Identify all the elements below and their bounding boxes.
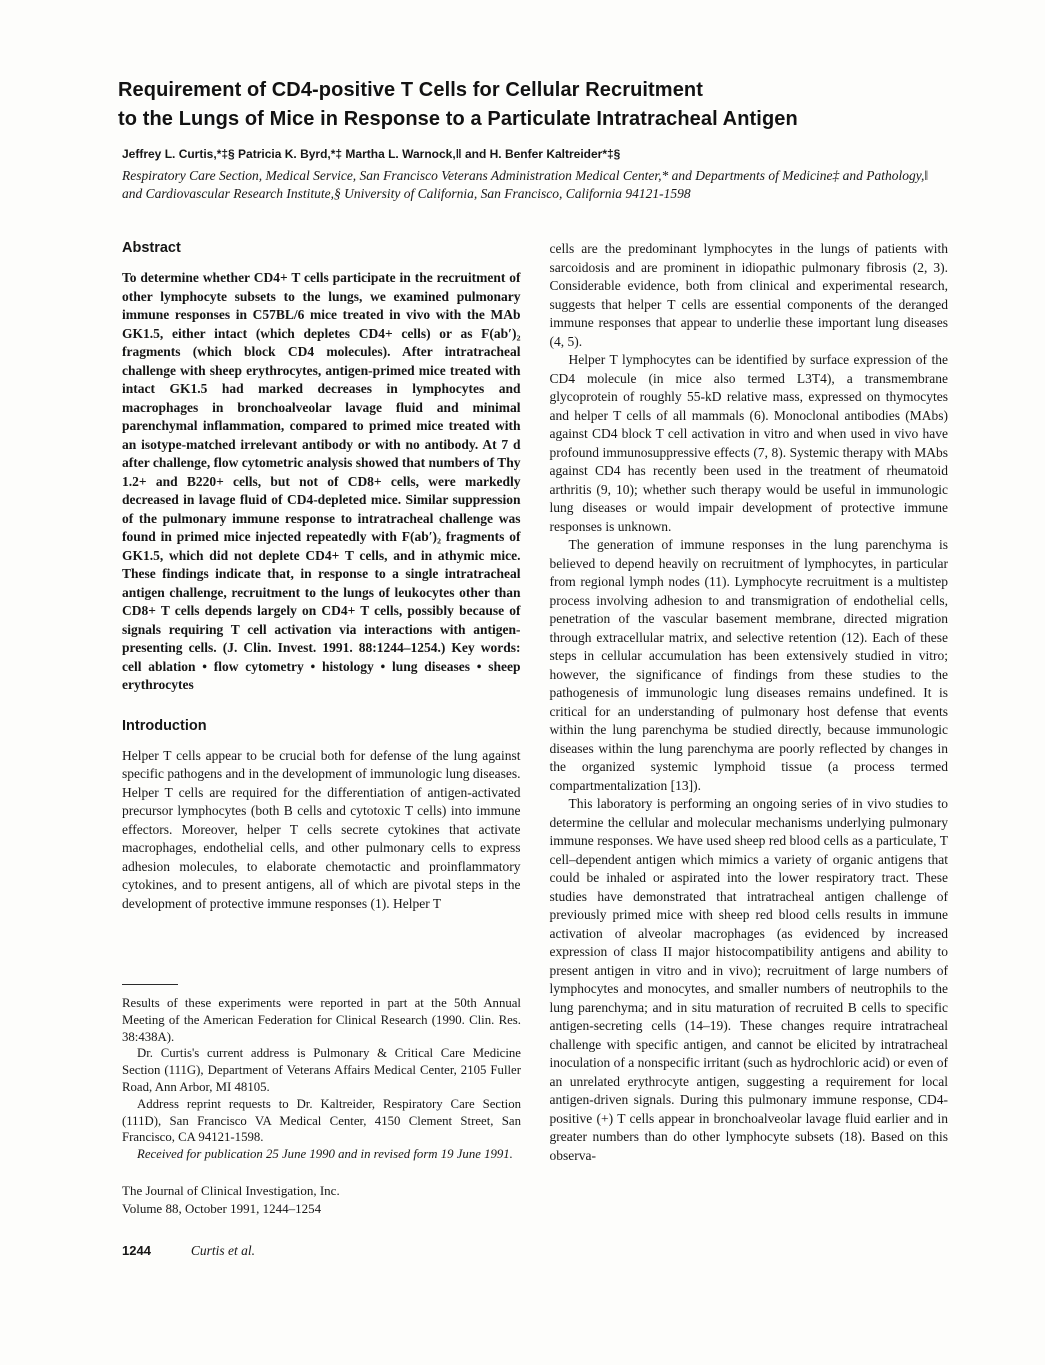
journal-name: The Journal of Clinical Investigation, Inc. xyxy=(122,1182,340,1198)
footnote-divider xyxy=(122,984,178,985)
journal-volume: Volume 88, October 1991, 1244–1254 xyxy=(122,1200,322,1216)
page-number: 1244 xyxy=(122,1243,151,1258)
running-authors: Curtis et al. xyxy=(190,1243,256,1258)
abstract-section xyxy=(122,240,521,695)
journal-imprint xyxy=(122,1182,521,1218)
article-title-line-2: to the Lungs of Mice in Response to a Particulate Intratracheal Antigen xyxy=(118,108,798,130)
article-header xyxy=(118,76,950,203)
footnote: Dr. Curtis's current address is Pulmonary & Critical Care Medicine Section (111G), Department of Veterans Affairs Medical Center, 2105 Fuller Road, Ann Arbor, MI 48105. xyxy=(122,1046,521,1094)
footnote-block xyxy=(122,984,521,1218)
body-paragraph: The generation of immune responses in the lung parenchyma is believed to depend heavily on recruitment of lymphocytes, in particular from regional lymph nodes (11). Lymphocyte recruitment is a multistep process involving adhesion to and transmigration of endothelial cells, penetration of the vascular basement membrane, directed migration through extracellular matrix, and selective retention (12). Each of these steps in cellular accumulation has been extensively studied in vitro; however, the significance of findings from these studies to the pathogenesis of immunologic lung diseases remains undefined. It is critical for an understanding of pulmonary host defense that events within the lung parenchyma be studied directly, because immunologic diseases within the lung parenchyma are poorly reflected by changes in the organized systemic lymphoid tissue (a process termed compartmentalization [13]). xyxy=(549,537,948,793)
footnote: Results of these experiments were reported in part at the 50th Annual Meeting of the American Federation for Clinical Research (1990. Clin. Res. 38:438A). xyxy=(122,996,521,1044)
authors-line: Jeffrey L. Curtis,*‡§ Patricia K. Byrd,*‡ Martha L. Warnock,‖ and H. Benfer Kaltreider*‡§ xyxy=(122,147,621,161)
introduction-section xyxy=(122,718,521,914)
page-footer xyxy=(122,1242,255,1260)
body-paragraph: Helper T cells appear to be crucial both for defense of the lung against specific pathogens and in the development of immunologic lung diseases. Helper T cells are required for the differentiation of antigen-activated precursor lymphocytes (both B cells and cytotoxic T cells) into immune effectors. Moreover, helper T cells secrete cytokines that activate macrophages, endothelial cells, and other pulmonary cells to express adhesion molecules, to elaborate chemotactic and proinflammatory cytokines, and to present antigens, all of which are pivotal steps in the development of protective immune responses (1). Helper T xyxy=(122,747,521,911)
introduction-heading: Introduction xyxy=(122,717,207,734)
affiliations-line: Respiratory Care Section, Medical Service, San Francisco Veterans Administration Medical Center,* and Departments of Medicine‡ and Pathology,‖ and Cardiovascular Research Institute,§ University of California, San Francisco, California 94121-1598 xyxy=(122,168,929,201)
right-column xyxy=(550,240,949,1165)
footnote: Received for publication 25 June 1990 and in revised form 19 June 1991. xyxy=(137,1147,513,1162)
abstract-heading: Abstract xyxy=(122,240,181,256)
article-title xyxy=(118,76,950,134)
body-paragraph: cells are the predominant lymphocytes in the lungs of patients with sarcoidosis and are prominent in idiopathic pulmonary fibrosis (2, 3). Considerable evidence, both from clinical and experimental research, suggests that helper T cells are essential components of the deranged immune responses that appear to underlie these important lung diseases (4, 5). xyxy=(549,241,948,349)
footnote: Address reprint requests to Dr. Kaltreider, Respiratory Care Section (111D), San Francisco VA Medical Center, 4150 Clement Street, San Francisco, CA 94121-1598. xyxy=(122,1096,521,1145)
abstract-text: To determine whether CD4+ T cells participate in the recruitment of other lymphocyte subsets to the lungs, we examined pulmonary immune responses in C57BL/6 mice treated in vivo with the MAb GK1.5, either intact (which depletes CD4+ cells) or as F(ab′)₂ fragments (which block CD4 molecules). After intratracheal challenge with sheep erythrocytes, antigen-primed mice treated with intact GK1.5 had marked decreases in lymphocytes and macrophages in bronchoalveolar lavage fluid and minimal parenchymal inflammation, compared to primed mice treated with an isotype-matched irrelevant antibody or with no antibody. At 7 d after challenge, flow cytometric analysis showed that numbers of Thy 1.2+ and B220+ cells, but not of CD8+ cells, were markedly decreased in lavage fluid of CD4-depleted mice. Similar suppression of the pulmonary immune response to intratracheal challenge was found in primed mice injected repeatedly with F(ab′)₂ fragments of GK1.5, which did not deplete CD4+ T cells, and in athymic mice. These findings indicate that, in response to a single intratracheal antigen challenge, recruitment to the lungs of leukocytes other than CD8+ T cells depends largely on CD4+ T cells, possibly because of signals requiring T cell activation via interactions with antigen-presenting cells. (J. Clin. Invest. 1991. 88:1244–1254.) Key words: cell ablation • flow cytometry • histology • lung diseases • sheep erythrocytes xyxy=(122,270,521,692)
body-paragraph: Helper T lymphocytes can be identified by surface expression of the CD4 molecule (in mice also termed L3T4), a transmembrane glycoprotein of roughly 55-kD relative mass, expressed on thymocytes and helper T cells of all mammals (6). Monoclonal antibodies (MAbs) against CD4 block T cell activation in vitro and when used in vivo have profound immunosuppressive effects (7, 8). Systemic therapy with MAbs against CD4 has recently been used in the treatment of rheumatoid arthritis (9, 10); whether such therapy would be useful in immunologic lung diseases or would impair development of protective immune responses is unknown. xyxy=(549,352,948,534)
article-title-line-1: Requirement of CD4-positive T Cells for Cellular Recruitment xyxy=(118,79,703,101)
body-paragraph: This laboratory is performing an ongoing series of in vivo studies to determine the cellular and molecular mechanisms underlying pulmonary immune responses. We have used sheep red blood cells as a particulate, T cell–dependent antigen which mimics a variety of organic antigens that could be inhaled or aspirated into the lower respiratory tract. These studies have demonstrated that intratracheal antigen challenge of previously primed mice with sheep red blood cells results in immune activation of alveolar macrophages (as evidenced by increased expression of class II major histocompatibility antigens and ability to present antigen in vitro and in vivo); recruitment of large numbers of lymphocytes and monocytes, and smaller numbers of neutrophils to the lung parenchyma; and in situ maturation of recruited B cells to specific antigen-secreting cells (14–19). These changes require intratracheal challenge with specific antigen, and cannot be elicited by intratracheal inoculation of a nonspecific irritant (such as hydrochloric acid) or even of an unrelated erythrocyte antigen, suggesting a requirement for local antigen-driven signals. During this pulmonary immune response, CD4-positive (+) T cells appear in bronchoalveolar lavage fluid earlier and in greater numbers than do other lymphocyte subsets (18). Based on this observa- xyxy=(549,796,948,1163)
